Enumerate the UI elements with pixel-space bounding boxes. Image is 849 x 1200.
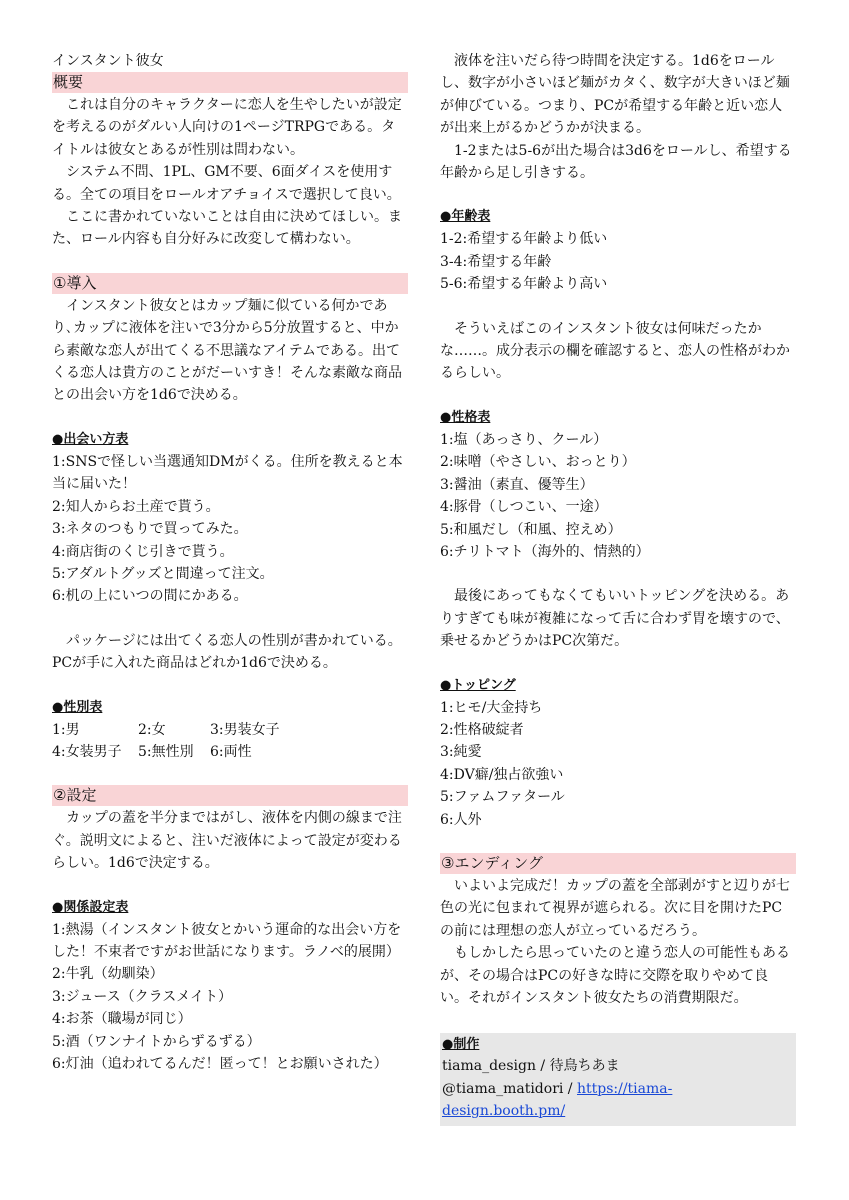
wait-paragraph: 1-2または5-6が出た場合は3d6をロールし、希望する年齢から足し引きする。 — [440, 142, 792, 182]
gender-table — [52, 719, 408, 764]
age-table — [440, 228, 796, 295]
setting-paragraph: カップの蓋を半分まではがし、液体を内側の線まで注ぐ。説明文によると、注いだ液体によって設定が変わるらしい。1d6で決定する。 — [52, 810, 402, 872]
table-heading-age: ●年齢表 — [440, 209, 491, 225]
table-cell: 3:男装女子 — [210, 721, 280, 738]
flavor-paragraph: そういえばこのインスタント彼女は何味だったかな……。成分表示の欄を確認すると、恋人の性格がわかるらしい。 — [440, 320, 790, 382]
table-row: 6:灯油（追われてるんだ！匿って！とお願いされた） — [52, 1056, 388, 1072]
wait-paragraph: 液体を注いだら待つ時間を決定する。1d6をロールし、数字が小さいほど麺がカタく、数字が大きいほど麺が伸びている。つまり、PCが希望する年齢と近い恋人が出来上がるかどうかが決まる。 — [440, 53, 790, 137]
table-row: 6:人外 — [440, 811, 482, 828]
table-row: 2:味噌（やさしい、おっとり） — [440, 454, 636, 471]
overview-paragraph: ここに書かれていないことは自由に決めてほしい。また、ロール内容も自分好みに改変して構わない。 — [52, 209, 402, 248]
table-row: 1:塩（あっさり、クール） — [440, 431, 608, 448]
table-row: 4:豚骨（しつこい、一途） — [440, 499, 608, 516]
table-row: 2:牛乳（幼馴染） — [52, 966, 164, 983]
section-heading-overview: 概要 — [52, 72, 408, 93]
table-row: 4:DV癖/独占欲強い — [440, 766, 564, 783]
credits-heading: ●制作 — [442, 1037, 480, 1053]
table-row: 5:酒（ワンナイトからずるずる） — [52, 1033, 261, 1050]
table-row: 5:アダルトグッズと間違って注文。 — [52, 565, 274, 582]
right-column — [440, 50, 796, 1126]
left-column — [52, 50, 408, 1075]
table-row: 4:お茶（職場が同じ） — [52, 1011, 192, 1028]
table-row: 3:ジュース（クラスメイト） — [52, 988, 232, 1005]
table-cell: 5:無性別 — [138, 743, 194, 760]
table-cell: 6:両性 — [210, 743, 252, 760]
table-row: 5:和風だし（和風、控えめ） — [440, 521, 622, 538]
section-heading-ending: ③エンディング — [440, 853, 796, 874]
table-heading-topping: ●トッピング — [440, 677, 516, 693]
table-row: 1:SNSで怪しい当選通知DMがくる。住所を教えると本当に届いた！ — [52, 453, 403, 493]
credits-author: tiama_design / 待鳥ちあま — [442, 1058, 620, 1075]
topping-table — [440, 697, 796, 831]
overview-paragraph: これは自分のキャラクターに恋人を生やしたいが設定を考えるのがダルい人向けの1ページTRPGである。タイトルは彼女とあるが性別は問わない。 — [52, 97, 402, 158]
table-row: 3:ネタのつもりで買ってみた。 — [52, 521, 248, 538]
package-paragraph: パッケージには出てくる恋人の性別が書かれている。PCが手に入れた商品はどれか1d6で決める。 — [52, 632, 402, 672]
table-cell: 4:女装男子 — [52, 743, 122, 760]
table-row: 1-2:希望する年齢より低い — [440, 231, 608, 248]
topping-paragraph: 最後にあってもなくてもいいトッピングを決める。ありすぎても味が複雑になって舌に合わず胃を壊すので、乗せるかどうかはPC次第だ。 — [440, 588, 790, 650]
table-row: 4:商店街のくじ引きで貰う。 — [52, 543, 234, 560]
table-row: 1:ヒモ/大金持ち — [440, 699, 543, 716]
table-row: 2:知人からお土産で貰う。 — [52, 498, 220, 515]
table-row: 6:机の上にいつの間にかある。 — [52, 588, 248, 605]
intro-paragraph: インスタント彼女とはカップ麺に似ている何かであり､カップに液体を注いで3分から5分放置すると、中から素敵な恋人が出てくる不思議なアイテムである。出てくる恋人は貴方のことがだーいすき！そんな素敵な商品との出会い方を1d6で決める。 — [52, 297, 402, 404]
credits-box — [440, 1033, 796, 1125]
section-heading-setting: ②設定 — [52, 785, 408, 806]
credits-contact — [442, 1078, 794, 1123]
meeting-table — [52, 451, 408, 608]
table-heading-gender: ●性別表 — [52, 699, 103, 715]
ending-paragraph: もしかしたら思っていたのと違う恋人の可能性もあるが、その場合はPCの好きな時に交際を取りやめて良い。それがインスタント彼女たちの消費期限だ。 — [440, 945, 790, 1006]
relation-table — [52, 919, 408, 1076]
table-row: 3-4:希望する年齢 — [440, 253, 552, 270]
table-cell: 1:男 — [52, 721, 80, 738]
overview-paragraph: システム不問、1PL、GM不要、6面ダイスを使用する。全ての項目をロールオアチョイスで選択して良い。 — [52, 164, 401, 203]
ending-paragraph: いよいよ完成だ！カップの蓋を全部剥がすと辺りが七色の光に包まれて視界が遮られる。次に目を開けたPCの前には理想の恋人が立っているだろう。 — [440, 877, 790, 939]
section-heading-intro: ①導入 — [52, 273, 408, 294]
table-row: 1:熱湯（インスタント彼女とかいう運命的な出会い方をした！不束者ですがお世話になります。ラノベ的展開） — [52, 921, 402, 960]
table-row: 2:性格破綻者 — [440, 721, 524, 738]
credits-handle: @tiama_matidori / — [442, 1080, 577, 1097]
table-row: 6:チリトマト（海外的、情熱的） — [440, 543, 650, 560]
table-heading-meeting: ●出会い方表 — [52, 431, 129, 447]
table-heading-relation: ●関係設定表 — [52, 899, 129, 915]
table-heading-personality: ●性格表 — [440, 409, 491, 425]
table-row: 5:ファムファタール — [440, 789, 565, 806]
table-row: 3:純愛 — [440, 744, 482, 761]
personality-table — [440, 429, 796, 563]
table-row: 5-6:希望する年齢より高い — [440, 276, 608, 293]
table-cell: 2:女 — [138, 721, 166, 738]
document-title: インスタント彼女 — [52, 53, 164, 69]
booth-link[interactable]: https://tiama-design.booth.pm/ — [442, 1080, 673, 1120]
table-row: 3:醤油（素直、優等生） — [440, 476, 594, 493]
